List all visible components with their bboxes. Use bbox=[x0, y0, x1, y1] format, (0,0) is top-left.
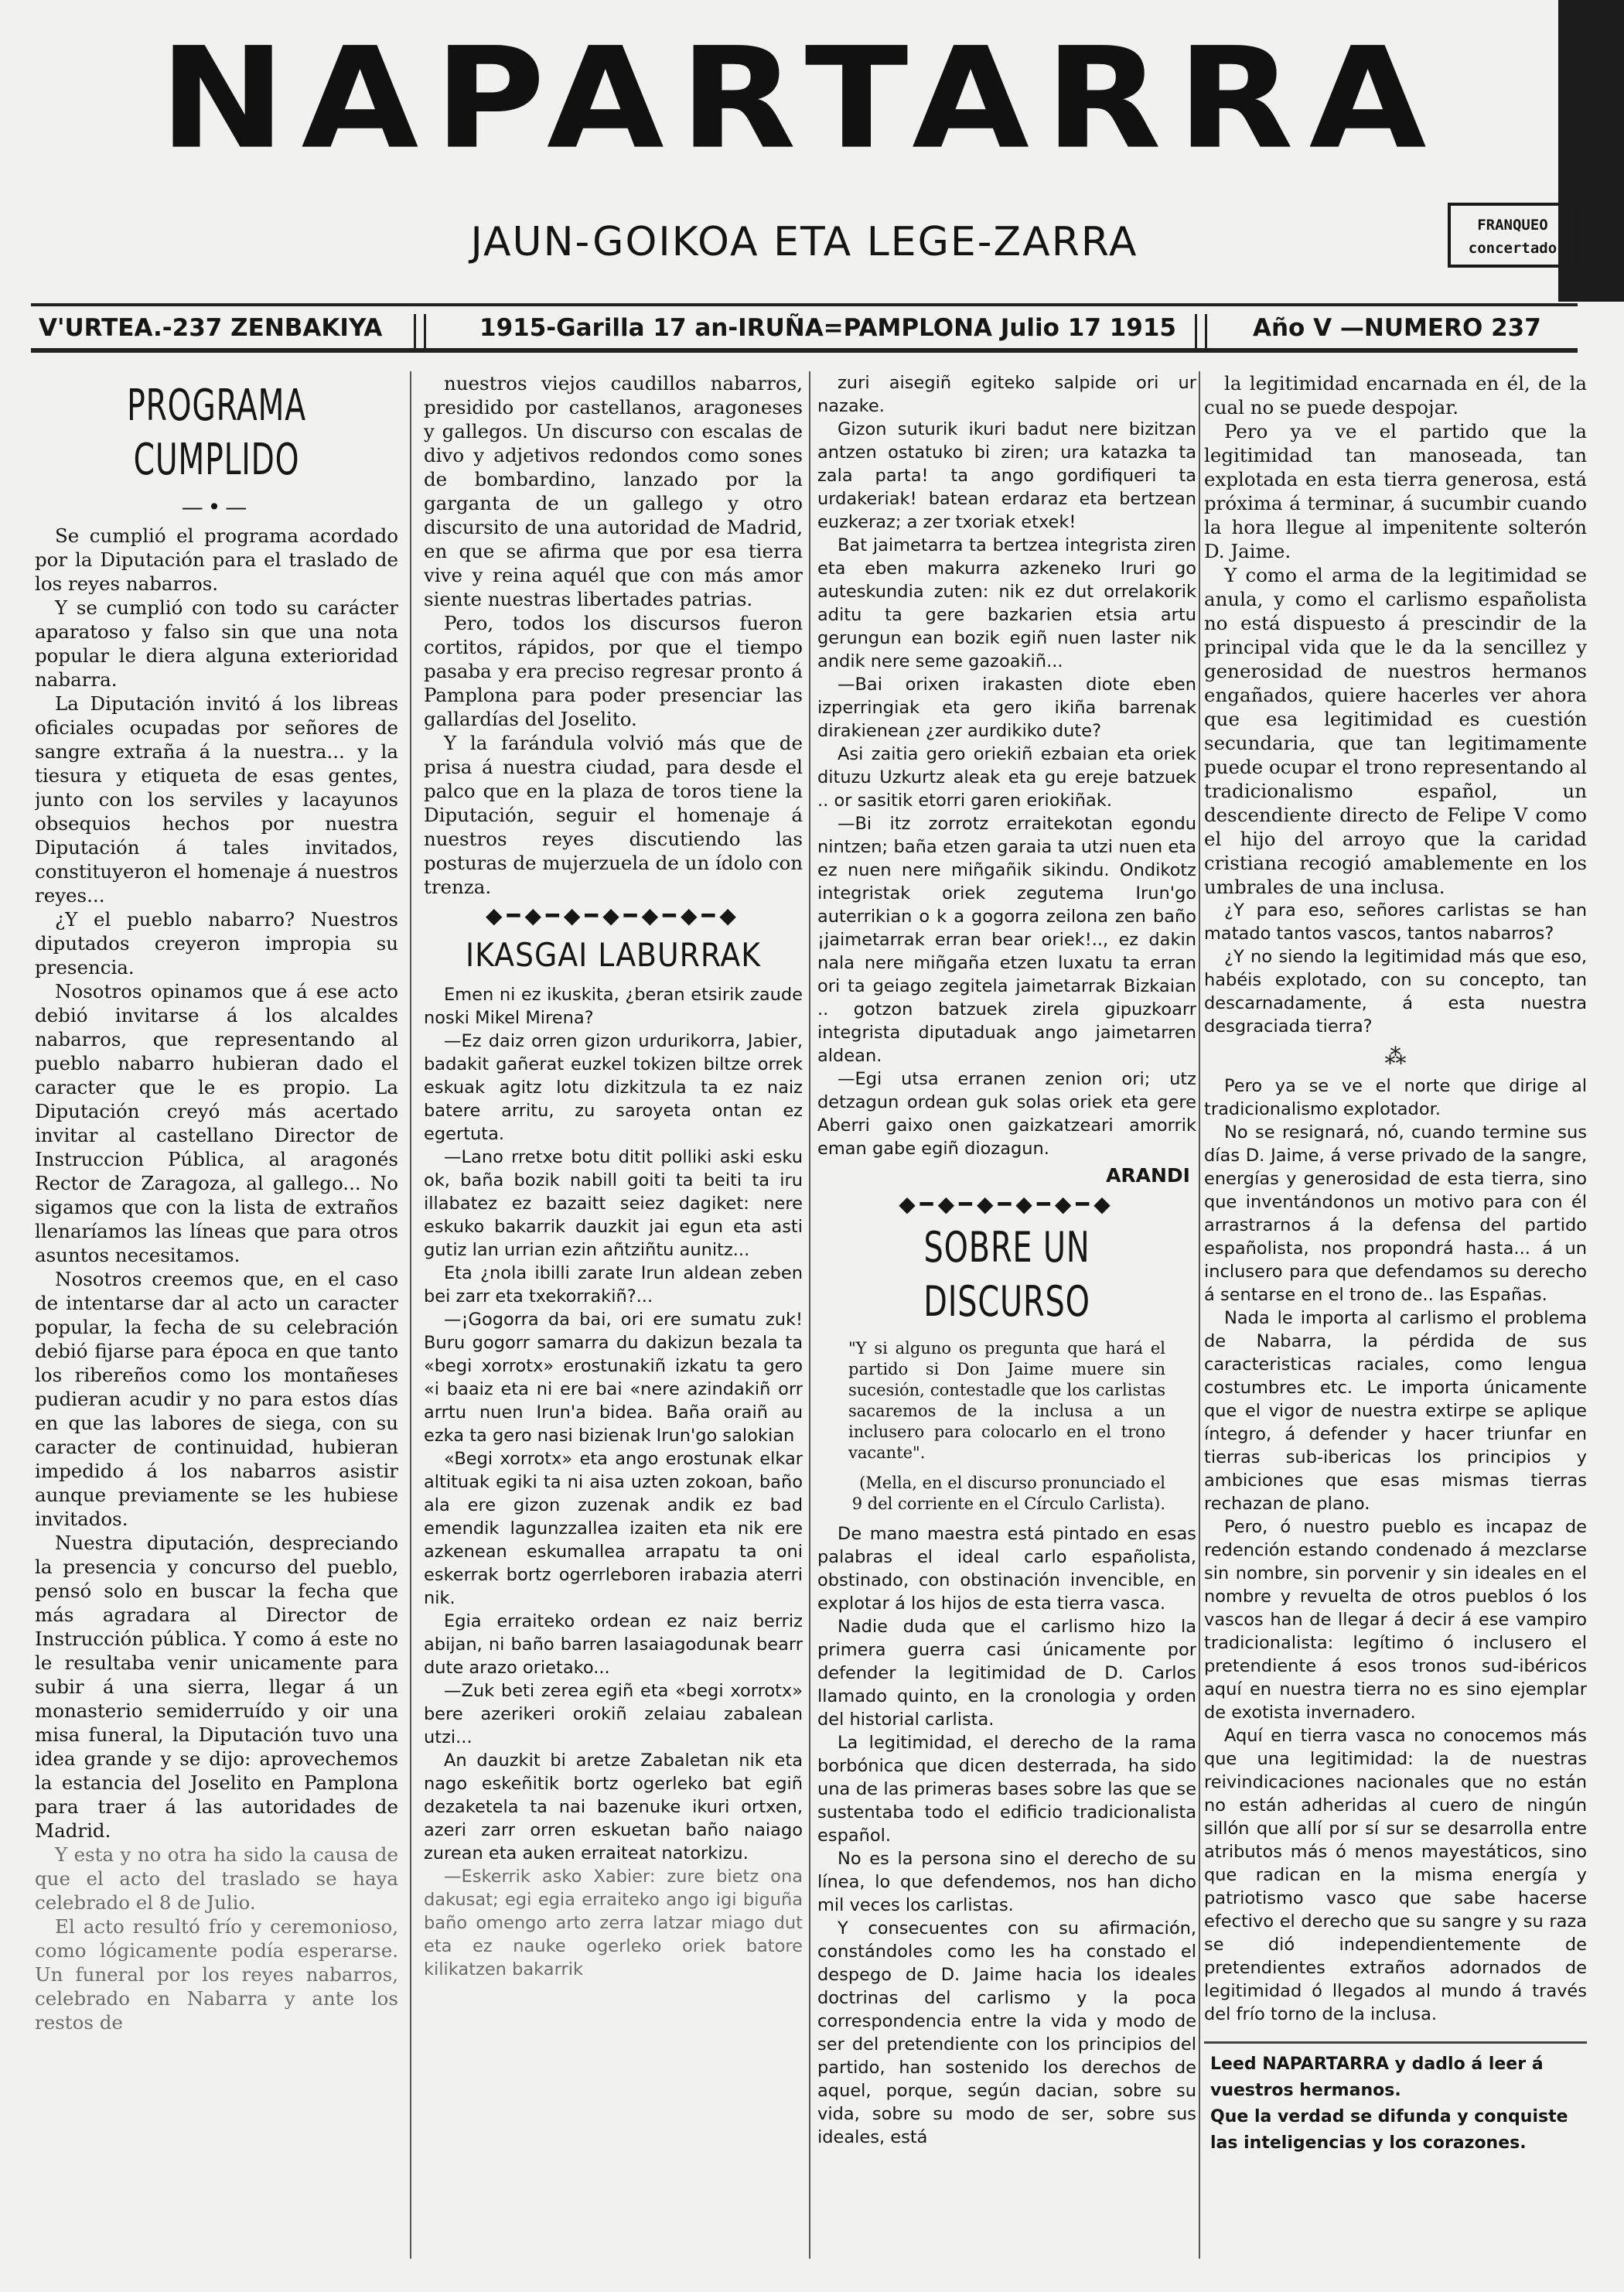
paragraph: Nadie duda que el carlismo hizo la primera guerra casi únicamente por defender la legitimidad de D. Carlos llamado quinto, en la cronologia y orden del historial carlista. bbox=[817, 1617, 1196, 1730]
newspaper-title: NAPARTARRA bbox=[159, 18, 1442, 180]
paragraph: —Ez daiz orren gizon urdurikorra, Jabier, badakit gañerat euzkel tokizen biltze orrek eskuak agitz lotu dizkitzula ta ez naiz batere arritu, zu saroyeta ontan ez egertuta. bbox=[424, 1031, 803, 1144]
paragraph: ¿Y el pueblo nabarro? Nuestros diputados creyeron impropia su presencia. bbox=[35, 908, 398, 979]
dateline-top-rule bbox=[31, 303, 1578, 306]
paragraph: ¿Y no siendo la legitimidad más que eso, habéis explotado, con su concepto, tan descarnadamente, á esta nuestra desgraciada tierra? bbox=[1204, 947, 1587, 1037]
column-3 bbox=[817, 371, 1196, 2274]
paragraph: —Eskerrik asko Xabier: zure bietz ona dakusat; egi egia erraiteko ango igi biguña baño omengo arto zerra latzar miago dut eta ez nauke ogerleko oriek batore kilikatzen bakarrik bbox=[424, 1867, 803, 1979]
paragraph: «Begi xorrotx» eta ango erostunak elkar altituak egiki ta ni aisa uzten zokoan, baño ala ere gizon zuzenak andik ez bad emendik lagunzzallea izaiten eta nik ere azkenean eskumallea arrapatu ta oni eskerrak bortz ogerrleboren irabazia aterri nik. bbox=[424, 1449, 803, 1608]
article-headline-discurso: SOBRE UN DISCURSO bbox=[923, 1223, 1090, 1326]
paragraph: zuri aisegiñ egiteko salpide ori ur nazake. bbox=[817, 373, 1196, 416]
postage-stamp-box bbox=[1448, 203, 1578, 268]
paragraph: Aquí en tierra vasca no conocemos más que una legitimidad: la de nuestras reivindicaciones nacionales que no están no están adheridas al cuero de ningún sillón que allí por sí sur se desarrolla entre atributos más ó menos mayestáticos, sino que radican en la misma energía y patriotismo vasco que sabe hacerse efectivo el derecho que su sangre y su raza se dió independientemente de pretendientes extraños adornados de legitimidad ó llegados al mundo á través del frío torno de la inclusa. bbox=[1204, 1726, 1587, 2024]
paragraph: Egia erraiteko ordean ez naiz berriz abijan, ni baño barren lasaiagodunak bearr dute arazo orietako... bbox=[424, 1611, 803, 1678]
article-headline-programa: PROGRAMA CUMPLIDO bbox=[127, 381, 306, 485]
paragraph: Nosotros opinamos que á ese acto debió invitarse á los alcaldes nabarros, que representando al pueblo nabarro hubieran dado el caracter que le es propio. La Diputación creyó más acertado invitar al castellano Director de Instruccion Pública, al aragonés Rector de Zaragoza, al gallego... No sigamos que con la lista de extraños llenaríamos las líneas que para otros asuntos necesitamos. bbox=[35, 980, 398, 1266]
asterism-divider: ⁂ bbox=[1384, 1044, 1407, 1069]
paragraph: La Diputación invitó á los libreas oficiales ocupadas por señores de sangre extraña á la nuestra... y la tiesura y etiqueta de esas gentes, junto con los serviles y lacayunos obsequios hechos por nuestra Diputación á tales invitados, constituyeron el homenaje á nuestros reyes... bbox=[35, 692, 398, 907]
paragraph: —Bai orixen irakasten diote eben izperringiak eta gero ikiña barrenak dirakienean ¿zer aurdikiko dute? bbox=[817, 675, 1196, 741]
paragraph: Pero ya ve el partido que la legitimidad tan manoseada, tan explotada en esta tierra generosa, está próxima á terminar, á sucumbir cuando la hora llegue al impenitente solterón D. Jaime. bbox=[1204, 420, 1587, 562]
paragraph: nuestros viejos caudillos nabarros, presidido por castellanos, aragoneses y gallegos. Un discurso con escalas de divo y adjetivos redondos como sones de bombardino, lanzado por la garganta de un gallego y otro discursito de una autoridad de Madrid, en que se afirma que por esa tierra vive y reina aquél que con más amor siente nuestras libertades patrias. bbox=[424, 372, 803, 610]
promo-box bbox=[1204, 2041, 1587, 2157]
paragraph: Pero, todos los discursos fueron cortitos, rápidos, por que el tiempo pasaba y era preciso regresar pronto á Pamplona para poder presenciar las gallardías del Joselito. bbox=[424, 612, 803, 730]
paragraph: —Bi itz zorrotz erraitekotan egondu nintzen; baña etzen garaia ta utzi nuen eta ez nuen nere miñgañik sikindu. Ondikotz integristak oriek zegutema Irun'go auterrikian o k a gogorra zeilona zen baño ¡jaimetarrak erran bear oriek!.., ez dakin nala nere miñgaña etzen luxatu ta erran ori ta geiago zegitela jaimetarrak Bizkaian .. gotzon batzuek zirela gipuzkoarr integrista diputaduak ango jaimetarren aldean. bbox=[817, 814, 1196, 1066]
article-signature: ARANDI bbox=[1106, 1164, 1190, 1187]
paragraph: Nuestra diputación, despreciando la presencia y concurso del pueblo, pensó solo en buscar la fecha que más agradara al Director de Instrucción pública. Y como á este no le resultaba venir unicamente para subir á una sierra, llegar á un monasterio semiderruído y oir una misa funeral, la Diputación tuvo una idea grande y se dijo: aprovechemos la estancia del Joselito en Pamplona para traer á las autoridades de Madrid. bbox=[35, 1532, 398, 1842]
section-ornament: ◆━◆━◆━◆━◆━◆ bbox=[899, 1191, 1115, 1217]
dateline-bottom-rule bbox=[31, 348, 1578, 353]
column-rule bbox=[410, 371, 411, 2259]
paragraph: Asi zaitia gero oriekiñ ezbaian eta oriek dituzu Uzkurtz aleak eta gu ereje batzuek .. or sasitik etorri garen eriokiñak. bbox=[817, 744, 1196, 811]
stamp-line-2: concertado bbox=[1468, 240, 1557, 257]
paragraph: Y consecuentes con su afirmación, constándoles como les ha constado el despego de D. Jaime hacia los ideales doctrinas del carlismo y la poca correspondencia entre la vida y modo de ser del pretendiente con los principios del partido, han sostenido los derechos de aquel, porque, según dacian, sobre su vida, sobre su modo de ser, sobre sus ideales, está bbox=[817, 1918, 1196, 2147]
column-1 bbox=[35, 371, 398, 2274]
column-rule bbox=[809, 371, 810, 2259]
paragraph: Y esta y no otra ha sido la causa de que el acto del traslado se haya celebrado el 8 de Julio. bbox=[35, 1843, 398, 1914]
dateline-issue-spanish: Año V —NUMERO 237 bbox=[1253, 314, 1541, 342]
article-headline-ikasgai: IKASGAI LABURRAK bbox=[465, 936, 762, 974]
paragraph: De mano maestra está pintado en esas palabras el ideal carlo españolista, obstinado, con obstinación invencible, en explotar á los hijos de esta tierra vasca. bbox=[817, 1524, 1196, 1614]
paragraph: —Lano rretxe botu ditit polliki aski esku ok, baña bozik nabill goiti ta beiti ta iru illabatez ez bazaitt seiez dagiket: nere eskuko bakarrik dauzkit jai egun eta asti gutiz lan urrian ezin añtziñtu aunitz... bbox=[424, 1147, 803, 1260]
headline-ornament: —•— bbox=[181, 494, 252, 520]
paragraph: Gizon suturik ikuri badut nere bizitzan antzen ostatuko bi ziren; ura katazka ta zala parta! ta ango gordifiqueri ta urdakeriak! batean erdaraz eta bertzean euzkeraz; a zer txoriak etxek! bbox=[817, 419, 1196, 532]
column-4 bbox=[1204, 371, 1587, 2274]
paragraph: ¿Y para eso, señores carlistas se han matado tantos vascos, tantos nabarros? bbox=[1204, 900, 1587, 944]
promo-line-2: Que la verdad se difunda y conquiste las inteligencias y los corazones. bbox=[1210, 2107, 1568, 2153]
paragraph: An dauzkit bi aretze Zabaletan nik eta nago eskeñitik bortz ogerleko bat egiñ dezaketela ta nai bazenuke ikuri ortxen, azeri zarr orren eskuetan baño naiago zurean eta auken erraiteat natorkizu. bbox=[424, 1751, 803, 1863]
column-2 bbox=[424, 371, 803, 2274]
dateline-date: 1915-Garilla 17 an-IRUÑA=PAMPLONA Julio 17 1915 bbox=[479, 314, 1176, 342]
paragraph: La legitimidad, el derecho de la rama borbónica que dicen desterrada, ha sido una de las primeras bases sobre las que se sustentaba todo el edificio tradicionalista español. bbox=[817, 1733, 1196, 1846]
paragraph: Nada le importa al carlismo el problema de Nabarra, la pérdida de sus caracteristicas raciales, como lengua costumbres etc. Le importa únicamente que el vigor de nuestra extirpe se aplique íntegro, á defender y hacer triunfar en tierras sub-ibericas los principios y ambiciones que esas mismas tierras rechazan de plano. bbox=[1204, 1308, 1587, 1514]
stamp-line-1: FRANQUEO bbox=[1477, 217, 1548, 234]
paragraph: Y como el arma de la legitimidad se anula, y como el carlismo españolista no está dispuesto á prescindir de la principal vida que le da la sencillez y generosidad de nuestros hermanos engañados, quiere hacerles ver ahora que esa legitimidad es cuestión secundaria, que tan legitimamente puede ocupar el trono representando al tradicionalismo español, un descendiente directo de Felipe V como el hijo del arroyo que la caridad cristiana recogió amablemente en los umbrales de una inclusa. bbox=[1204, 564, 1587, 898]
masthead bbox=[31, 14, 1570, 193]
paragraph: Pero, ó nuestro pueblo es incapaz de redención estando condenado á mezclarse sin nombre, sin porvenir y sin ideales en el nombre y revuelta de otros pueblos ó los vascos han de llegar á decir á ese vampiro tradicionalista: legítimo ó inclusero el pretendiente á esos tronos sud-ibéricos aquí en nuestra tierra no es sino ejemplar de exotista invernadero. bbox=[1204, 1517, 1587, 1723]
paragraph: Se cumplió el programa acordado por la Diputación para el traslado de los reyes nabarros. bbox=[35, 524, 398, 595]
dateline-separator bbox=[414, 314, 426, 348]
promo-line-1: Leed NAPARTARRA y dadlo á leer á vuestros hermanos. bbox=[1210, 2055, 1544, 2100]
paragraph: No se resignará, nó, cuando termine sus días D. Jaime, á verse privado de la sangre, energías y generosidad de esta tierra, sino que inventándonos un motivo para con él arrastrarnos á la defensa del partido españolista, nos propondrá hasta... á un inclusero para que defendamos su derecho á sentarse en el trono de.. las Españas. bbox=[1204, 1122, 1587, 1305]
newspaper-motto: JAUN-GOIKOA ETA LEGE-ZARRA bbox=[470, 219, 1138, 265]
paragraph: Nosotros creemos que, en el caso de intentarse dar al acto un caracter popular, la fecha de su celebración debió fijarse para época en que tanto los ribereños como los montañeses pudieran acudir y no para estos días en que las labores de siega, con su caracter de continuidad, hubieran impedido á los nabarros asistir aunque previamente se les hubiese invitados. bbox=[35, 1268, 398, 1530]
dateline-separator bbox=[1195, 314, 1207, 348]
paragraph: El acto resultó frío y ceremonioso, como lógicamente podía esperarse. Un funeral por los reyes nabarros, celebrado en Nabarra y ante los restos de bbox=[35, 1915, 398, 2034]
epigraph-quote: "Y si alguno os pregunta que hará el partido si Don Jaime muere sin sucesión, contestadle que los carlistas sacaremos de la inclusa a un inclusero para colocarlo en el trono vacante". bbox=[848, 1339, 1165, 1462]
paragraph: Y se cumplió con todo su carácter aparatoso y falso sin que una nota popular le diera alguna exterioridad nabarra. bbox=[35, 596, 398, 691]
paragraph: Pero ya se ve el norte que dirige al tradicionalismo explotador. bbox=[1204, 1076, 1587, 1119]
paragraph: Eta ¿nola ibilli zarate Irun aldean zeben bei zarr eta txekorrakiñ?... bbox=[424, 1263, 803, 1307]
paragraph: Y la farándula volvió más que de prisa á nuestra ciudad, para desde el palco que en la plaza de toros tiene la Diputación, seguir el homenaje á nuestros reyes discutiendo las posturas de mujerzuela de un ídolo con trenza. bbox=[424, 732, 803, 898]
section-ornament: ◆━◆━◆━◆━◆━◆━◆ bbox=[486, 903, 741, 928]
paragraph: Bat jaimetarra ta bertzea integrista ziren eta eben makurra azkeneko Iruri go auteskundia zuten: nik ez dut orrelakorik aditu ta gere bazkarien etsia artu gerungun ean bozik egiñ nuen laster nik andik nere seme gazoakiñ... bbox=[817, 535, 1196, 671]
paragraph: No es la persona sino el derecho de su línea, lo que defendemos, nos han dicho mil veces los carlistas. bbox=[817, 1849, 1196, 1915]
paragraph: la legitimidad encarnada en él, de la cual no se puede despojar. bbox=[1204, 372, 1587, 418]
column-rule bbox=[1199, 371, 1200, 2259]
dateline-issue-basque: V'URTEA.-237 ZENBAKIYA bbox=[39, 314, 383, 342]
paragraph: —Zuk beti zerea egiñ eta «begi xorrotx» bere azerikeri orokiñ zelaiau zabalean utzi... bbox=[424, 1681, 803, 1747]
paragraph: —Egi utsa erranen zenion ori; utz detzagun ordean guk solas oriek eta gere Aberri gaixo onen gaizkatzeari amorrik eman gabe egiñ diozagun. bbox=[817, 1069, 1196, 1159]
epigraph-source: (Mella, en el discurso pronunciado el 9 del corriente en el Círculo Carlista). bbox=[851, 1474, 1165, 1513]
paragraph: —¡Gogorra da bai, ori ere sumatu zuk! Buru gogorr samarra du dakizun bezala ta «begi xorrotx» erostunakiñ izkatu ta gero «i baaiz eta ni ere bai «nere azindakiñ orr arrtu nuen Irun'a bidea. Baña oraiñ au ezka ta gero nasi bizienak Irun'go salokian bbox=[424, 1310, 803, 1446]
paragraph: Emen ni ez ikuskita, ¿beran etsirik zaude noski Mikel Mirena? bbox=[424, 985, 803, 1028]
